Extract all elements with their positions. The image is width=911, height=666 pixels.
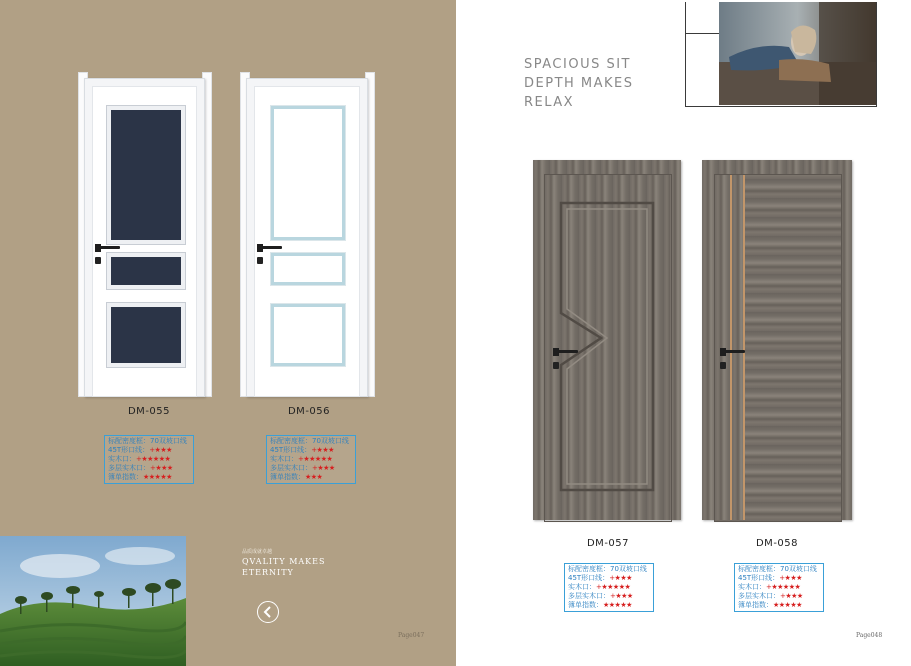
glass-panel-middle <box>107 253 185 289</box>
spec-multi-label: 多层实木口： <box>738 592 780 600</box>
door-lock <box>553 362 559 369</box>
right-page <box>456 0 911 666</box>
headline-line-2: DEPTH MAKES <box>524 76 634 91</box>
door-code: DM-057 <box>586 538 630 549</box>
spec-simple-label: 簿单指数： <box>108 473 143 481</box>
headline-line-3: RELAX <box>524 95 575 110</box>
door-lock <box>95 257 101 264</box>
spec-trim-rating: +★★★ <box>609 574 632 582</box>
spec-solid-rating: +★★★★★ <box>136 455 171 463</box>
spec-solid-label: 实木口： <box>738 583 766 591</box>
spec-card <box>734 563 824 612</box>
raised-panel-middle <box>271 253 345 285</box>
slogan-line-2: ETERNITY <box>242 568 294 577</box>
tea-plantation-image <box>0 536 186 666</box>
person-relaxing-image <box>719 2 876 105</box>
raised-panel-top <box>271 106 345 240</box>
spec-trim-label: 45T形口线： <box>738 574 780 582</box>
spec-solid-label: 实木口： <box>270 455 298 463</box>
lifestyle-photo <box>719 2 876 105</box>
spec-solid-rating: +★★★★★ <box>298 455 333 463</box>
slogan-small: 品质成就卓越 <box>242 549 273 555</box>
spec-trim-label: 45T形口线： <box>270 446 312 454</box>
door-lock <box>720 362 726 369</box>
spec-solid-rating: +★★★★★ <box>596 583 631 591</box>
spec-multi-rating: +★★★ <box>610 592 633 600</box>
chevron-left-icon <box>258 602 278 622</box>
spec-multi-rating: +★★★ <box>312 464 335 472</box>
spec-multi-label: 多层实木口： <box>108 464 150 472</box>
spec-solid-label: 实木口： <box>108 455 136 463</box>
page-number: Page047 <box>398 632 425 639</box>
spec-simple-label: 簿单指数： <box>568 601 603 609</box>
door-handle <box>262 246 282 249</box>
spec-solid-rating: +★★★★★ <box>766 583 801 591</box>
landscape-photo <box>0 536 186 666</box>
spec-trim-label: 45T形口线： <box>108 446 150 454</box>
spec-card <box>104 435 194 484</box>
door-handle <box>725 350 745 353</box>
spec-trim-rating: +★★★ <box>779 574 802 582</box>
spec-frame: 标配密度框：70双坡口线 <box>270 437 349 445</box>
door-code: DM-055 <box>127 406 171 417</box>
raised-panel-bottom <box>271 304 345 366</box>
spec-trim-label: 45T形口线： <box>568 574 610 582</box>
door-code: DM-056 <box>287 406 331 417</box>
door-code: DM-058 <box>755 538 799 549</box>
spec-frame: 标配密度框：70双坡口线 <box>568 565 647 573</box>
spec-simple-rating: ★★★★★ <box>143 473 172 481</box>
spec-simple-rating: ★★★ <box>305 473 323 481</box>
brass-strip-right <box>743 175 745 520</box>
spec-frame: 标配密度框：70双坡口线 <box>738 565 817 573</box>
spec-card <box>266 435 356 484</box>
spec-multi-rating: +★★★ <box>150 464 173 472</box>
door-groove-pattern <box>545 175 670 520</box>
spec-simple-label: 簿单指数： <box>270 473 305 481</box>
spec-multi-label: 多层实木口： <box>568 592 610 600</box>
spec-trim-rating: +★★★ <box>311 446 334 454</box>
glass-panel-bottom <box>107 303 185 367</box>
brass-strip-left <box>730 175 732 520</box>
spec-trim-rating: +★★★ <box>149 446 172 454</box>
door-handle <box>558 350 578 353</box>
spec-card <box>564 563 654 612</box>
headline-line-1: SPACIOUS SIT <box>524 57 631 72</box>
spec-multi-label: 多层实木口： <box>270 464 312 472</box>
back-button[interactable] <box>257 601 279 623</box>
page-number: Page048 <box>856 632 883 639</box>
headline <box>524 55 634 112</box>
door-lock <box>257 257 263 264</box>
glass-panel-top <box>107 106 185 244</box>
spec-simple-rating: ★★★★★ <box>603 601 632 609</box>
spec-multi-rating: +★★★ <box>780 592 803 600</box>
spec-simple-label: 簿单指数： <box>738 601 773 609</box>
spec-solid-label: 实木口： <box>568 583 596 591</box>
door-handle <box>100 246 120 249</box>
spec-simple-rating: ★★★★★ <box>773 601 802 609</box>
slogan-line-1: QVALITY MAKES <box>242 557 326 566</box>
spec-frame: 标配密度框：70双坡口线 <box>108 437 187 445</box>
